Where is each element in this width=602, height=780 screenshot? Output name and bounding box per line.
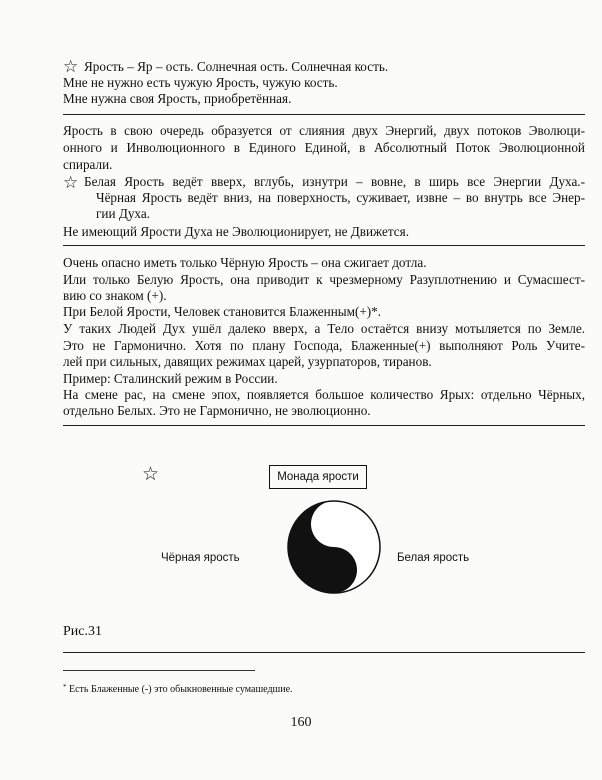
text-line: спирали. [63, 157, 113, 172]
text-line: онного и Инволюционного в Единого Единой, в Абсолютный Поток Эволюционной [63, 140, 585, 155]
text-line: На смене рас, на смене эпох, появляется большое количество Ярых: отдельно Чёрных, [63, 387, 585, 402]
text-line: Мне не нужно есть чужую Ярость, чужую кость. [63, 75, 338, 90]
text-line: Ярость – Яр – ость. Солнечная ость. Солнечная кость. [84, 59, 389, 74]
figure-caption: Рис.31 [63, 624, 102, 639]
text-line: Очень опасно иметь только Чёрную Ярость – она сжигает дотла. [63, 255, 427, 270]
text-line: Или только Белую Ярость, она приводит к чрезмерному Разуплотнению и Сумасшест- [63, 272, 585, 287]
text-line: Чёрная Ярость ведёт вниз, на поверхность, суживает, извне – во внутрь все Энер- [96, 190, 585, 205]
divider [63, 652, 585, 653]
text-line: Это не Гармонично. Хотя по плану Господа, Блаженные(+) выполняют Роль Учите- [63, 338, 585, 353]
footnote [63, 683, 293, 695]
text-line: У таких Людей Дух ушёл далеко вверх, а Тело остаётся внизу мотыляется по Земле. [63, 321, 585, 336]
divider [63, 114, 585, 115]
text-line: Мне нужна своя Ярость, приобретённая. [63, 91, 292, 106]
text-line: Белая Ярость ведёт вверх, вглубь, изнутри – вовне, в ширь все Энергии Духа.- [84, 174, 585, 189]
monada-label-box: Монада ярости [269, 465, 367, 489]
footnote-text: Есть Блаженные (-) это обыкновенные сумашедшие. [69, 684, 293, 695]
text-line: Ярость в свою очередь образуется от слияния двух Энергий, двух потоков Эволюци- [63, 123, 585, 138]
footnote-divider [63, 670, 255, 671]
text-line: лей при сильных, давящих режимах царей, узурпаторов, тиранов. [63, 354, 432, 369]
star-icon: ☆ [63, 57, 79, 76]
text-line: При Белой Ярости, Человек становится Блаженным(+)*. [63, 304, 382, 319]
text-line: отдельно Белых. Это не Гармонично, не эволюционно. [63, 403, 371, 418]
divider [63, 245, 585, 246]
footnote-mark: * [63, 683, 67, 691]
page-number: 160 [290, 715, 312, 730]
text-line: гии Духа. [96, 206, 150, 221]
black-fury-label: Чёрная ярость [161, 552, 240, 564]
star-icon: ☆ [142, 464, 160, 485]
white-fury-label: Белая ярость [397, 552, 470, 564]
divider [63, 425, 585, 426]
text-line: вию со знаком (+). [63, 288, 167, 303]
text-line: Не имеющий Ярости Духа не Эволюционирует, не Движется. [63, 224, 409, 239]
yin-yang-icon [286, 499, 382, 595]
text-line: Пример: Сталинский режим в России. [63, 371, 278, 386]
star-icon: ☆ [63, 173, 79, 192]
